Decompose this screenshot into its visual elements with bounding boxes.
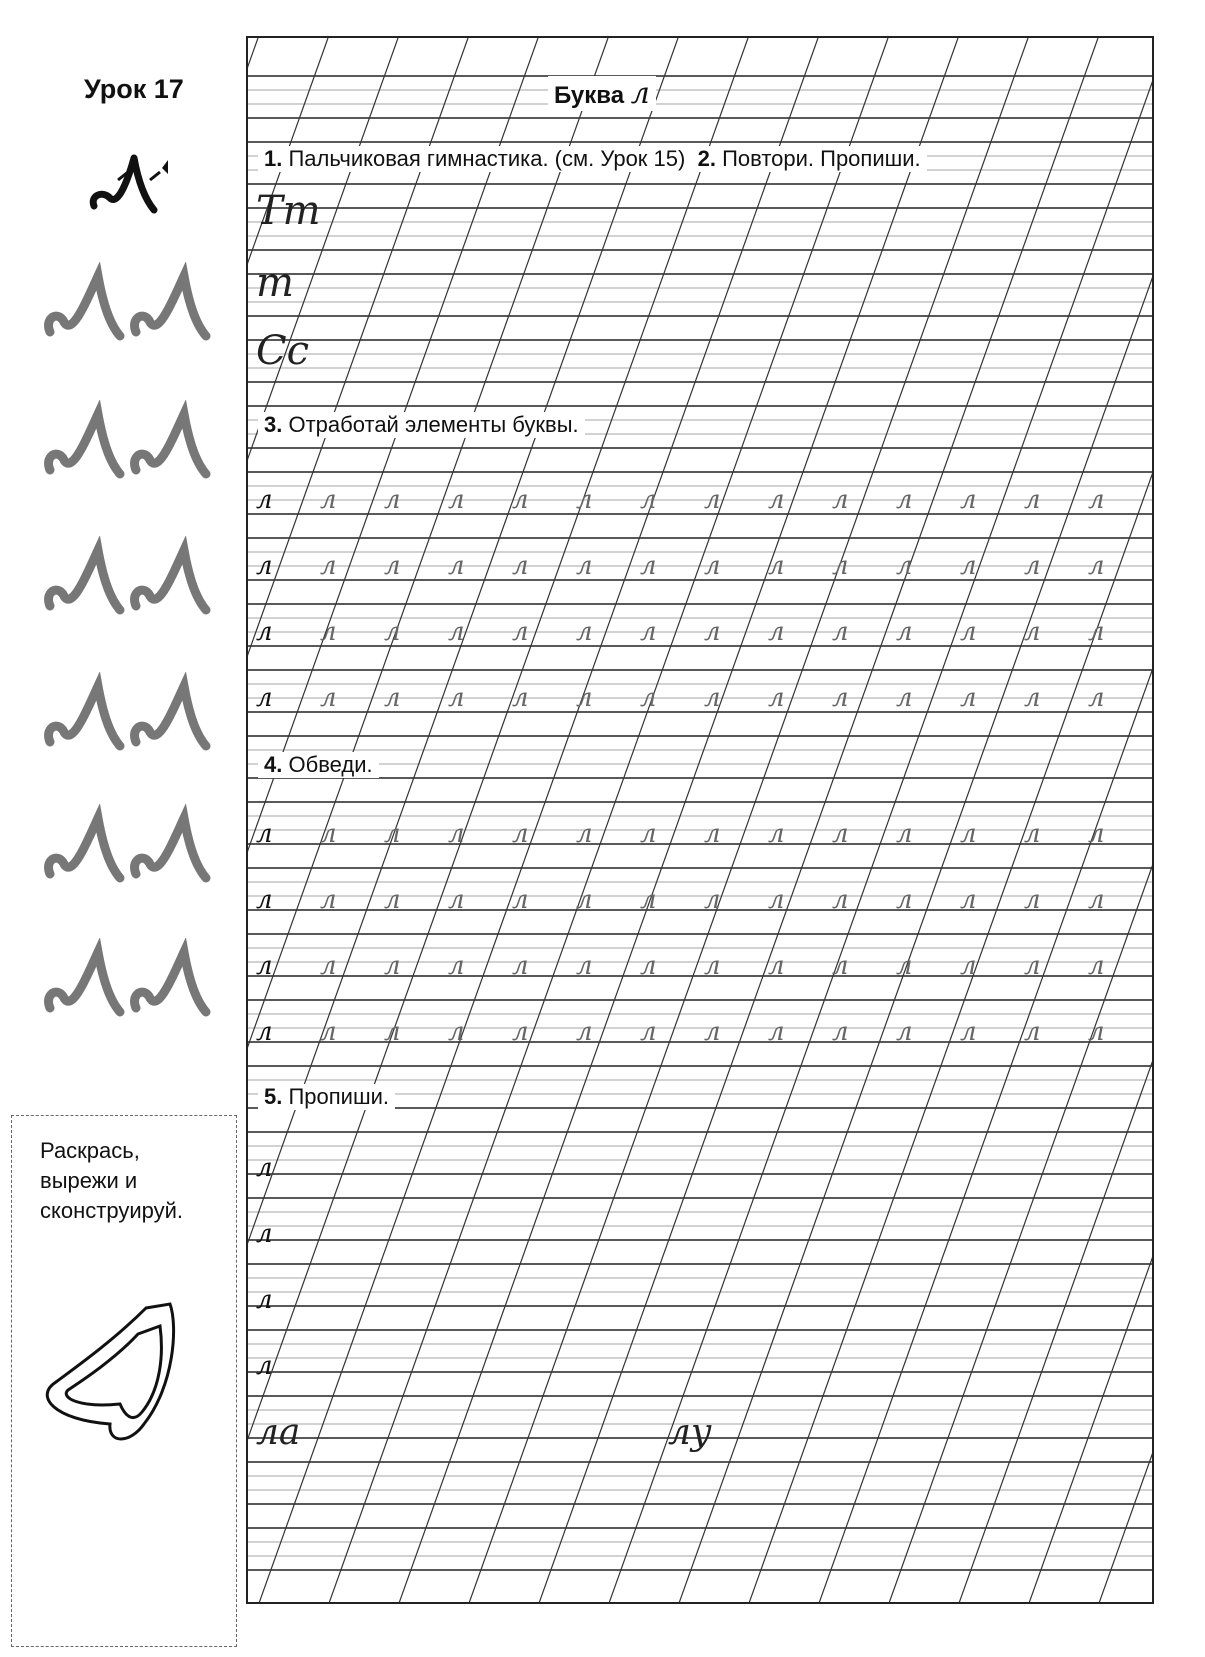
- trace-letter: л: [640, 551, 657, 581]
- trace-letter: л: [384, 617, 401, 647]
- task-5-label: 5. Пропиши.: [258, 1084, 395, 1110]
- trace-letter: л: [640, 1017, 657, 1047]
- trace-letter: л: [512, 617, 529, 647]
- trace-letter: л: [896, 1017, 913, 1047]
- trace-letter: л: [896, 885, 913, 915]
- trace-letter: л: [704, 1017, 721, 1047]
- trace-letter: л: [384, 951, 401, 981]
- trace-letter: л: [640, 683, 657, 713]
- task-3-label: 3. Отработай элементы буквы.: [258, 412, 585, 438]
- trace-letter: л: [1088, 617, 1105, 647]
- cursive-l-icon: [135, 818, 206, 878]
- trace-letter: л: [256, 485, 273, 515]
- trace-letter: л: [1024, 551, 1041, 581]
- trace-letter: л: [960, 683, 977, 713]
- trace-letter: л: [960, 819, 977, 849]
- trace-letter: л: [832, 683, 849, 713]
- trace-letter: л: [256, 1017, 273, 1047]
- trace-letter: л: [896, 485, 913, 515]
- trace-letter: л: [768, 819, 785, 849]
- cursive-l-sample-row: [40, 400, 230, 500]
- trace-letter: л: [704, 485, 721, 515]
- trace-letter: л: [896, 551, 913, 581]
- trace-letter: л: [512, 551, 529, 581]
- trace-letter: л: [768, 551, 785, 581]
- trace-letter: л: [384, 819, 401, 849]
- trace-letter: л: [832, 885, 849, 915]
- trace-letter: л: [832, 617, 849, 647]
- trace-letter: л: [640, 485, 657, 515]
- trace-letter: л: [576, 551, 593, 581]
- trace-letter: л: [1088, 485, 1105, 515]
- cursive-l-icon: [49, 414, 120, 474]
- trace-letter: л: [704, 551, 721, 581]
- trace-letter: л: [448, 485, 465, 515]
- trace-letter: л: [896, 951, 913, 981]
- trace-letter: л: [320, 551, 337, 581]
- trace-letter: л: [256, 1285, 273, 1315]
- cutout-line: вырежи и: [40, 1168, 138, 1193]
- trace-letter: л: [704, 951, 721, 981]
- trace-letter: л: [320, 683, 337, 713]
- repeat-row-1: Тт: [256, 188, 321, 234]
- trace-letter: л: [640, 951, 657, 981]
- trace-letter: л: [576, 1017, 593, 1047]
- trace-letter: л: [448, 683, 465, 713]
- trace-letter: л: [768, 1017, 785, 1047]
- cutout-shape-icon: [34, 1286, 224, 1446]
- trace-letter: л: [320, 1017, 337, 1047]
- trace-letter: л: [896, 617, 913, 647]
- trace-letter: л: [832, 819, 849, 849]
- trace-letter: л: [320, 485, 337, 515]
- trace-letter: л: [256, 819, 273, 849]
- cursive-l-icon: [49, 276, 120, 336]
- trace-letter: л: [960, 551, 977, 581]
- trace-letter: л: [640, 885, 657, 915]
- trace-letter: л: [256, 1351, 273, 1381]
- trace-letter: л: [384, 1017, 401, 1047]
- trace-letter: л: [448, 617, 465, 647]
- cutout-instructions: [40, 1136, 183, 1226]
- trace-letter: л: [576, 951, 593, 981]
- trace-letter: л: [384, 485, 401, 515]
- trace-letter: л: [448, 551, 465, 581]
- trace-letter: л: [256, 1219, 273, 1249]
- trace-letter: л: [768, 951, 785, 981]
- trace-letter: л: [512, 885, 529, 915]
- cursive-l-icon: [135, 550, 206, 610]
- trace-letter: л: [704, 617, 721, 647]
- trace-letter: л: [832, 951, 849, 981]
- trace-letter: л: [1088, 951, 1105, 981]
- repeat-row-3: Сс: [256, 328, 310, 374]
- final-row-right: лу: [668, 1412, 712, 1453]
- cursive-l-icon: [135, 276, 206, 336]
- trace-letter: л: [256, 1153, 273, 1183]
- cursive-l-icon: [49, 550, 120, 610]
- trace-letter: л: [704, 885, 721, 915]
- cursive-l-sample-row: [40, 938, 230, 1038]
- trace-letter: л: [768, 485, 785, 515]
- cutout-line: сконструируй.: [40, 1198, 183, 1223]
- trace-letter: л: [1088, 885, 1105, 915]
- trace-letter: л: [512, 683, 529, 713]
- lesson-title: Урок 17: [84, 74, 184, 104]
- trace-letter: л: [896, 819, 913, 849]
- trace-letter: л: [576, 885, 593, 915]
- trace-letter: л: [384, 551, 401, 581]
- trace-letter: л: [960, 951, 977, 981]
- trace-letter: л: [512, 819, 529, 849]
- copybook-page: [246, 36, 1154, 1604]
- trace-letter: л: [512, 951, 529, 981]
- trace-letter: л: [256, 885, 273, 915]
- trace-letter: л: [320, 819, 337, 849]
- trace-letter: л: [768, 885, 785, 915]
- heading-word: Буква: [554, 82, 625, 109]
- cursive-l-icon: [135, 686, 206, 746]
- trace-letter: л: [896, 683, 913, 713]
- trace-letter: л: [256, 951, 273, 981]
- trace-letter: л: [1024, 885, 1041, 915]
- trace-letter: л: [704, 683, 721, 713]
- trace-letter: л: [512, 1017, 529, 1047]
- trace-letter: л: [576, 819, 593, 849]
- final-row-left: ла: [256, 1412, 301, 1453]
- trace-letter: л: [1088, 819, 1105, 849]
- trace-letter: л: [384, 683, 401, 713]
- trace-letter: л: [640, 617, 657, 647]
- trace-letter: л: [832, 485, 849, 515]
- trace-letter: л: [384, 885, 401, 915]
- cursive-l-sample-row: [40, 672, 230, 772]
- repeat-row-2: т: [256, 260, 294, 306]
- cursive-l-sample-row: [40, 536, 230, 636]
- trace-letter: л: [1024, 819, 1041, 849]
- trace-letter: л: [1024, 683, 1041, 713]
- ruled-grid: [248, 38, 1154, 1604]
- trace-letter: л: [1088, 683, 1105, 713]
- task-1-label: 1. Пальчиковая гимнастика. (см. Урок 15) 2. Повтори. Пропиши.: [258, 146, 927, 172]
- cutout-line: Раскрась,: [40, 1138, 140, 1163]
- trace-letter: л: [1088, 551, 1105, 581]
- cursive-l-sample-row: [40, 262, 230, 362]
- trace-letter: л: [768, 617, 785, 647]
- trace-letter: л: [256, 617, 273, 647]
- cursive-l-sample-row: [40, 804, 230, 904]
- trace-letter: л: [512, 485, 529, 515]
- cutout-box: [11, 1115, 237, 1647]
- trace-letter: л: [640, 819, 657, 849]
- cursive-l-icon: [49, 818, 120, 878]
- trace-letter: л: [576, 485, 593, 515]
- trace-letter: л: [1024, 485, 1041, 515]
- trace-letter: л: [960, 885, 977, 915]
- trace-letter: л: [256, 683, 273, 713]
- trace-letter: л: [576, 683, 593, 713]
- cursive-l-icon: [135, 414, 206, 474]
- page-heading: [548, 76, 656, 111]
- trace-letter: л: [320, 885, 337, 915]
- trace-letter: л: [448, 819, 465, 849]
- trace-letter: л: [576, 617, 593, 647]
- trace-letter: л: [1024, 617, 1041, 647]
- trace-letter: л: [704, 819, 721, 849]
- trace-letter: л: [320, 951, 337, 981]
- trace-letter: л: [832, 551, 849, 581]
- trace-letter: л: [1088, 1017, 1105, 1047]
- trace-letter: л: [960, 617, 977, 647]
- trace-letter: л: [832, 1017, 849, 1047]
- cursive-l-icon: [135, 952, 206, 1012]
- trace-letter: л: [768, 683, 785, 713]
- trace-letter: л: [448, 885, 465, 915]
- trace-letter: л: [448, 1017, 465, 1047]
- cursive-l-icon: [49, 952, 120, 1012]
- heading-letter: л: [630, 76, 650, 111]
- trace-letter: л: [256, 551, 273, 581]
- trace-letter: л: [960, 485, 977, 515]
- arrow-letter-icon: [88, 150, 172, 218]
- trace-letter: л: [1024, 951, 1041, 981]
- trace-letter: л: [960, 1017, 977, 1047]
- trace-letter: л: [1024, 1017, 1041, 1047]
- trace-letter: л: [448, 951, 465, 981]
- task-4-label: 4. Обведи.: [258, 752, 379, 778]
- cursive-l-icon: [49, 686, 120, 746]
- trace-letter: л: [320, 617, 337, 647]
